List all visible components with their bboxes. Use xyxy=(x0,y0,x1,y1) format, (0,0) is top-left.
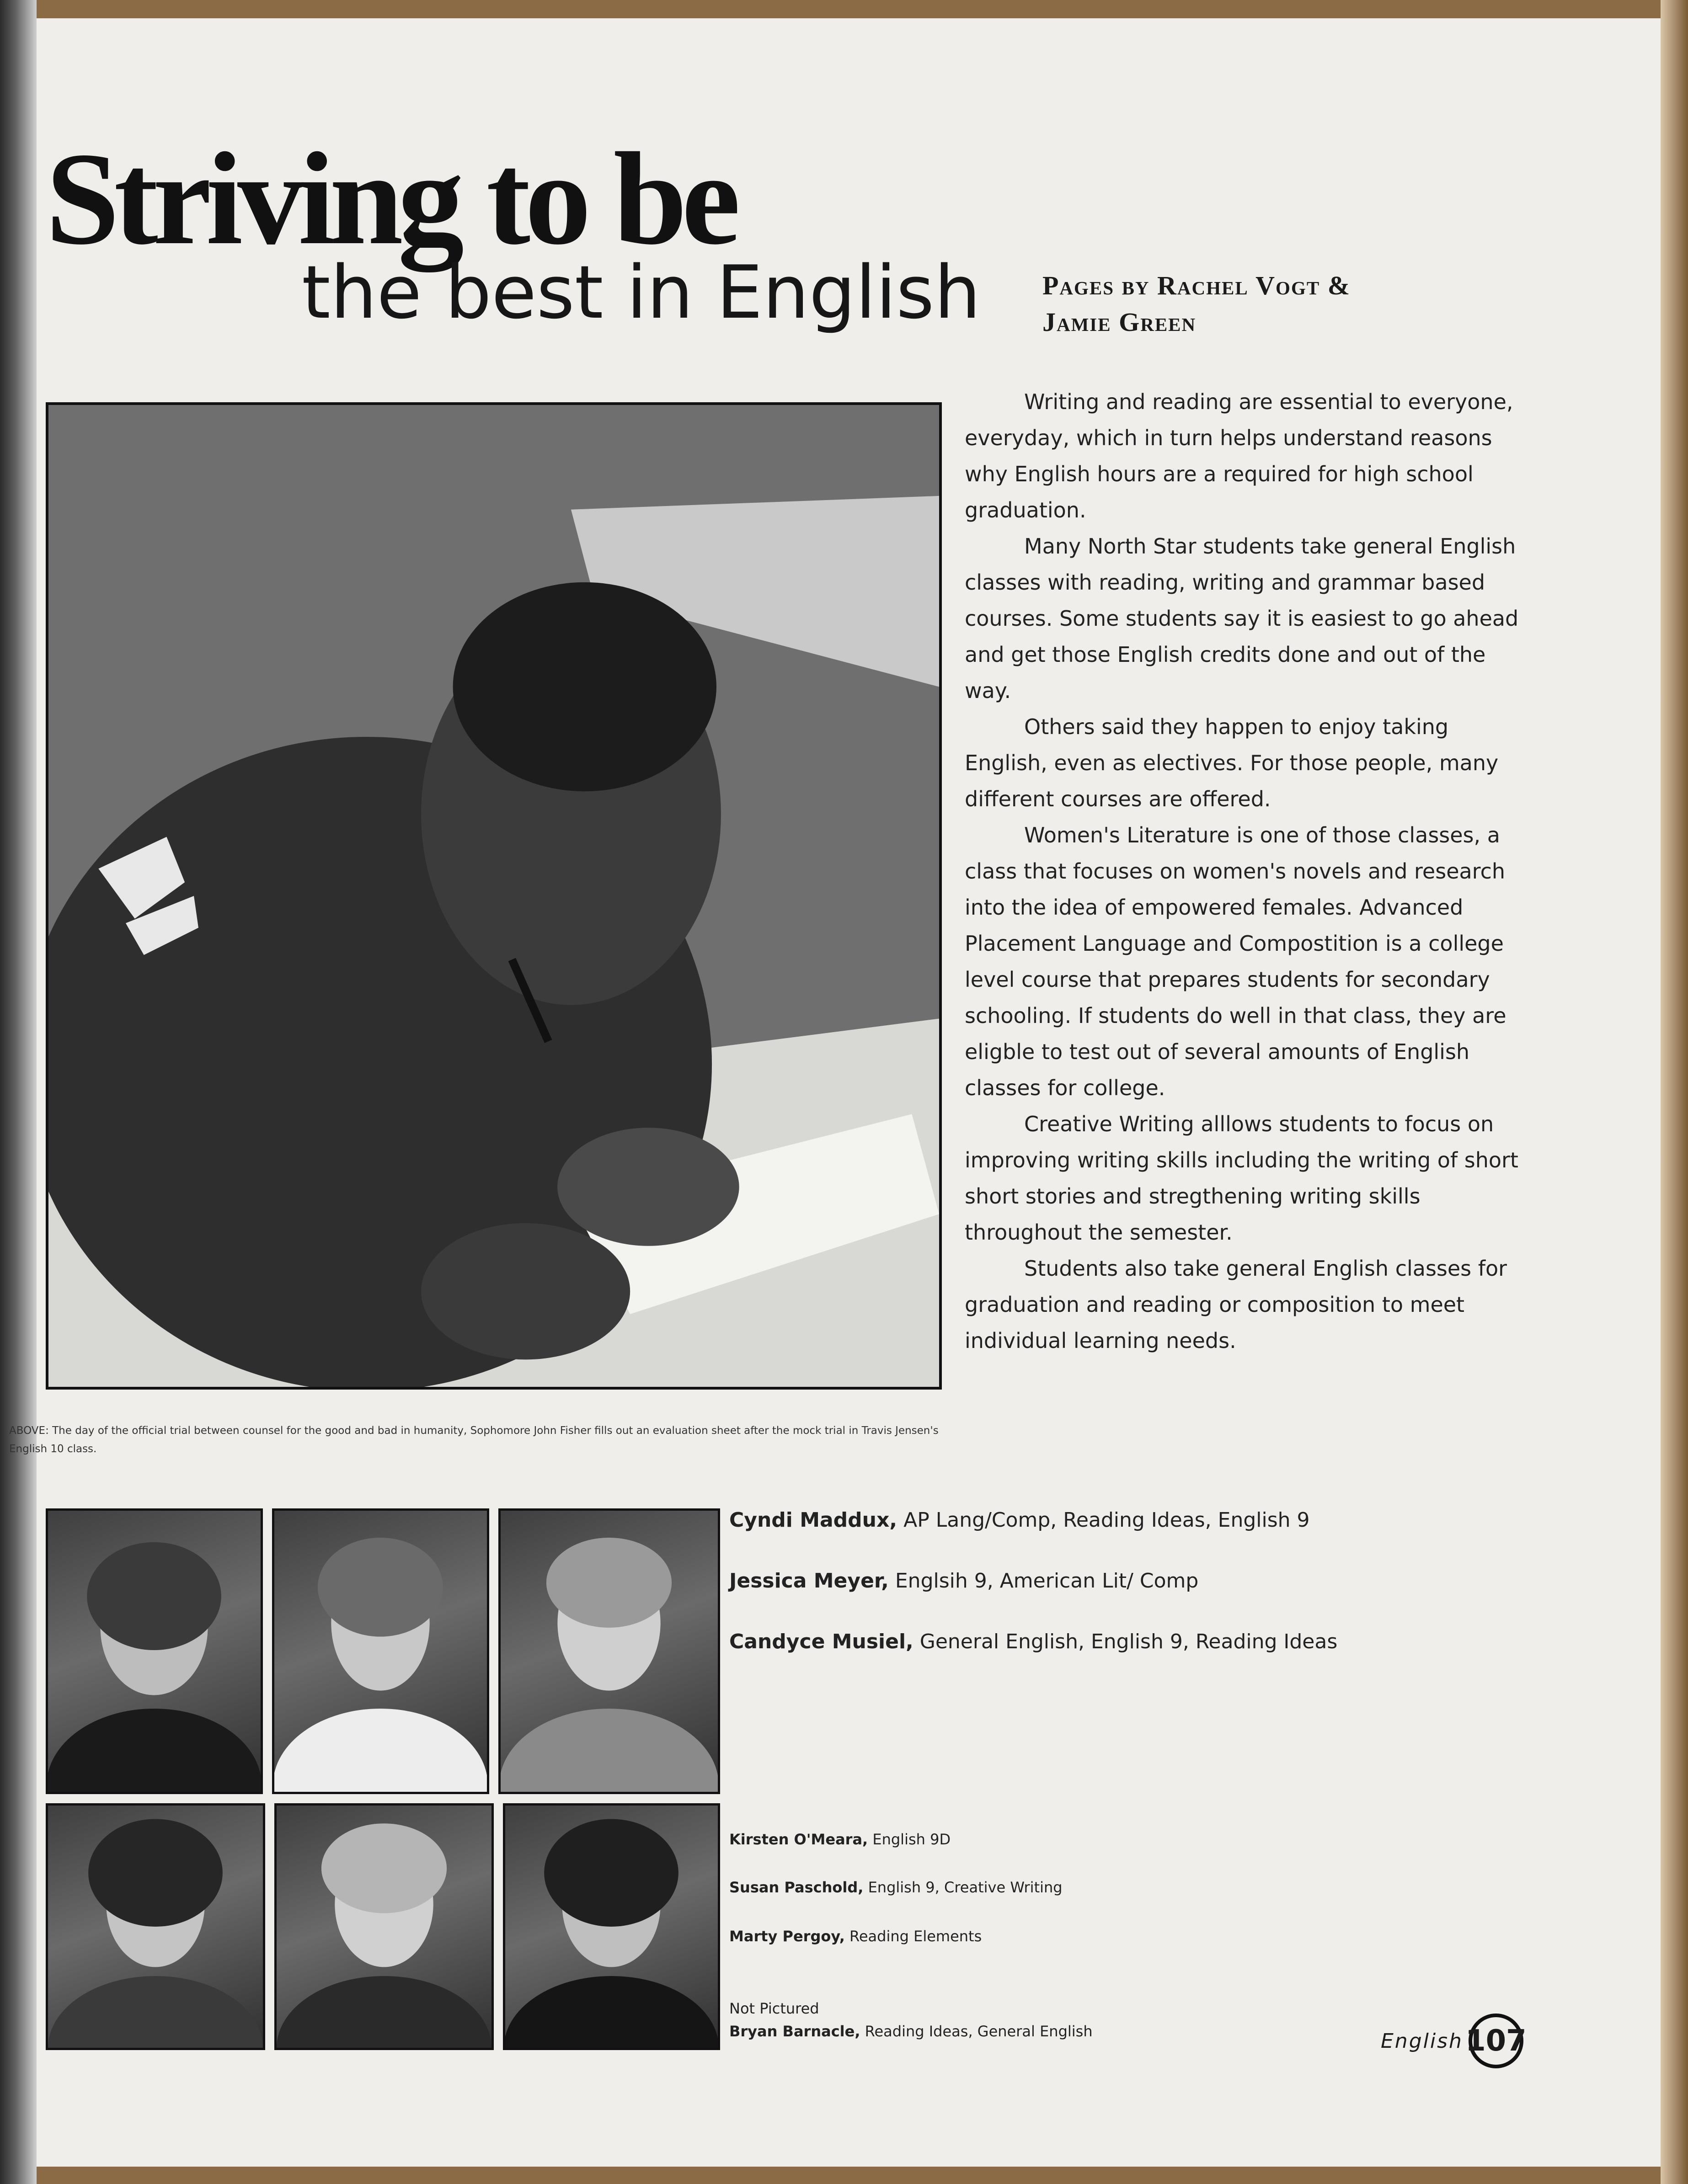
paragraph: Women's Literature is one of those classes, a class that focuses on women's novels and research into the idea of empowered females. Advanced Placement Language and Compostition is a college level course that prepares students for secondary schooling. If students do well in that class, they are eligble to test out of several amounts of English classes for college. xyxy=(965,823,1506,1100)
staff-entry xyxy=(729,2023,1093,2040)
staff-entry xyxy=(729,1630,1337,1653)
main-photo xyxy=(46,402,942,1390)
page-subtitle: the best in English xyxy=(302,250,981,335)
page-title: Striving to be xyxy=(46,125,735,272)
staff-name: Bryan Barnacle, xyxy=(729,2023,860,2040)
staff-entry xyxy=(729,1928,982,1945)
paragraph: Others said they happen to enjoy taking English, even as electives. For those people, many different courses are offered. xyxy=(965,714,1499,811)
staff-entry xyxy=(729,1569,1198,1593)
staff-name: Candyce Musiel, xyxy=(729,1630,913,1653)
byline-line-1: Pages by Rachel Vogt & xyxy=(1042,271,1351,300)
not-pictured-label: Not Pictured xyxy=(729,2000,819,2017)
portrait-photo xyxy=(46,1803,265,2050)
staff-name: Susan Paschold, xyxy=(729,1879,864,1896)
staff-entry xyxy=(729,1508,1310,1532)
staff-classes: Englsih 9, American Lit/ Comp xyxy=(895,1569,1199,1593)
staff-name: Cyndi Maddux, xyxy=(729,1508,897,1532)
staff-classes: English 9, Creative Writing xyxy=(868,1879,1063,1896)
paragraph: Many North Star students take general English classes with reading, writing and grammar based courses. Some students say it is easiest to go ahead and get those English credits done and out of the way. xyxy=(965,534,1519,703)
photo-caption: ABOVE: The day of the official trial between counsel for the good and bad in humanity, Sophomore John Fisher fills out an evaluation sheet after the mock trial in Travis Jensen's English 10 class. xyxy=(9,1425,939,1455)
book-spine xyxy=(0,0,37,2184)
staff-classes: General English, English 9, Reading Ideas xyxy=(919,1630,1338,1653)
staff-name: Jessica Meyer, xyxy=(729,1569,889,1593)
portrait-photo xyxy=(498,1508,720,1794)
student-writing-image xyxy=(48,405,939,1387)
page-number: 107 xyxy=(1469,2014,1523,2068)
page-edge xyxy=(1661,0,1688,2184)
portrait-photo xyxy=(272,1508,489,1794)
staff-name: Kirsten O'Meara, xyxy=(729,1831,868,1848)
staff-entry xyxy=(729,1831,951,1848)
byline-line-2: Jamie Green xyxy=(1042,307,1197,337)
page-footer xyxy=(1381,2014,1527,2068)
paragraph: Writing and reading are essential to everyone, everyday, which in turn helps understand reasons why English hours are a required for high school graduation. xyxy=(965,389,1513,522)
staff-classes: AP Lang/Comp, Reading Ideas, English 9 xyxy=(903,1508,1310,1532)
portrait-photo xyxy=(274,1803,494,2050)
article-body xyxy=(965,384,1532,1359)
section-label: English xyxy=(1381,2029,1463,2053)
staff-classes: English 9D xyxy=(872,1831,951,1848)
portrait-photo xyxy=(46,1508,263,1794)
staff-entry xyxy=(729,1879,1063,1896)
staff-classes: Reading Ideas, General English xyxy=(865,2023,1093,2040)
paragraph: Creative Writing alllows students to focus on improving writing skills including the writing of short short stories and stregthening writing skills throughout the semester. xyxy=(965,1112,1518,1245)
staff-name: Marty Pergoy, xyxy=(729,1928,845,1945)
portrait-photo xyxy=(503,1803,720,2050)
paragraph: Students also take general English classes for graduation and reading or composition to meet individual learning needs. xyxy=(965,1256,1507,1353)
staff-classes: Reading Elements xyxy=(849,1928,982,1945)
byline xyxy=(1042,267,1545,341)
